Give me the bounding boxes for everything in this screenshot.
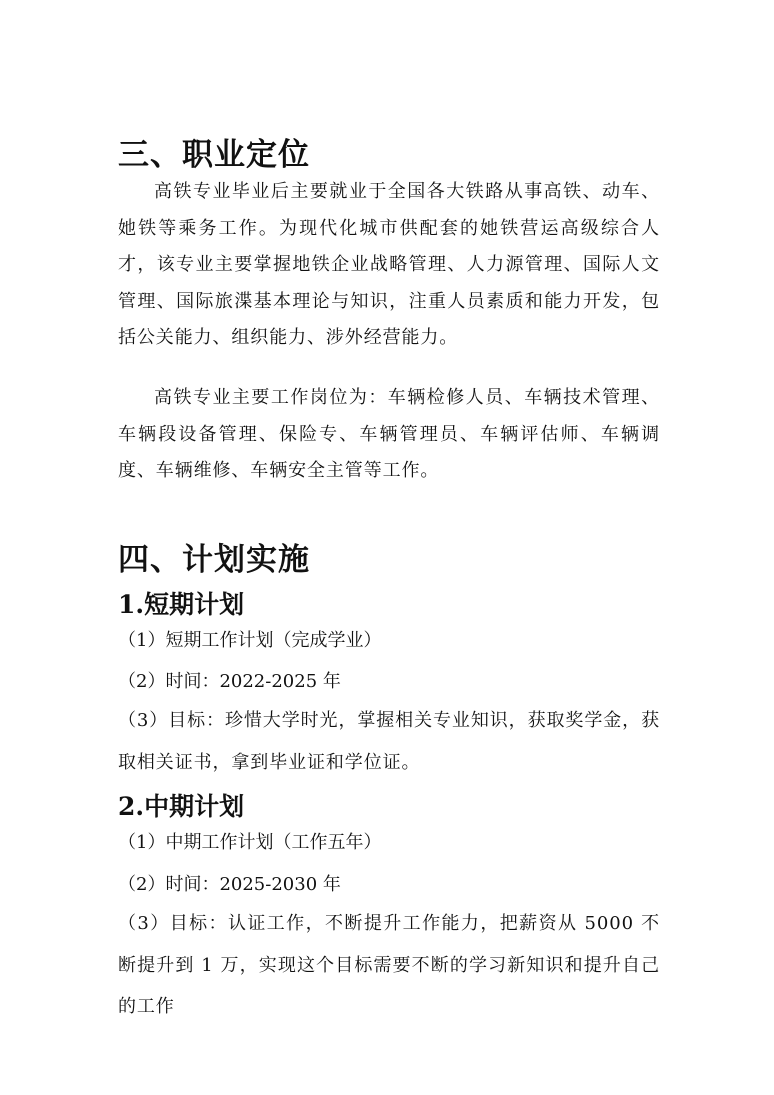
subheading-mid-term-plan: 2.中期计划: [118, 792, 245, 821]
mid-term-item-1: （1）中期工作计划（工作五年）: [118, 832, 382, 853]
short-term-item-3: （3）目标：珍惜大学时光，掌握相关专业知识，获取奖学金，获取相关证书，拿到毕业证和学位证。: [118, 710, 660, 773]
section-heading-plan-implementation: 四、计划实施: [118, 542, 310, 578]
career-positioning-paragraph-1: 高铁专业毕业后主要就业于全国各大铁路从事高铁、动车、她铁等乘务工作。为现代化城市供配套的她铁营运高级综合人才，该专业主要掌握地铁企业战略管理、人力源管理、国际人文管理、国际旅渫基本理论与知识，注重人员素质和能力开发，包括公关能力、组织能力、涉外经营能力。: [118, 181, 660, 349]
short-term-item-1: （1）短期工作计划（完成学业）: [118, 630, 382, 651]
section-heading-career-positioning: 三、职业定位: [118, 137, 310, 173]
career-positioning-paragraph-2: 高铁专业主要工作岗位为：车辆检修人员、车辆技术管理、车辆段设备管理、保险专、车辆管理员、车辆评估师、车辆调度、车辆维修、车辆安全主管等工作。: [118, 387, 660, 482]
mid-term-item-2: （2）时间：2025-2030 年: [118, 874, 341, 895]
short-term-item-2: （2）时间：2022-2025 年: [118, 671, 341, 692]
subheading-short-term-plan: 1.短期计划: [118, 590, 245, 619]
mid-term-item-3: （3）目标：认证工作，不断提升工作能力，把薪资从 5000 不断提升到 1 万，实现这个目标需要不断的学习新知识和提升自己的工作: [118, 913, 660, 1017]
